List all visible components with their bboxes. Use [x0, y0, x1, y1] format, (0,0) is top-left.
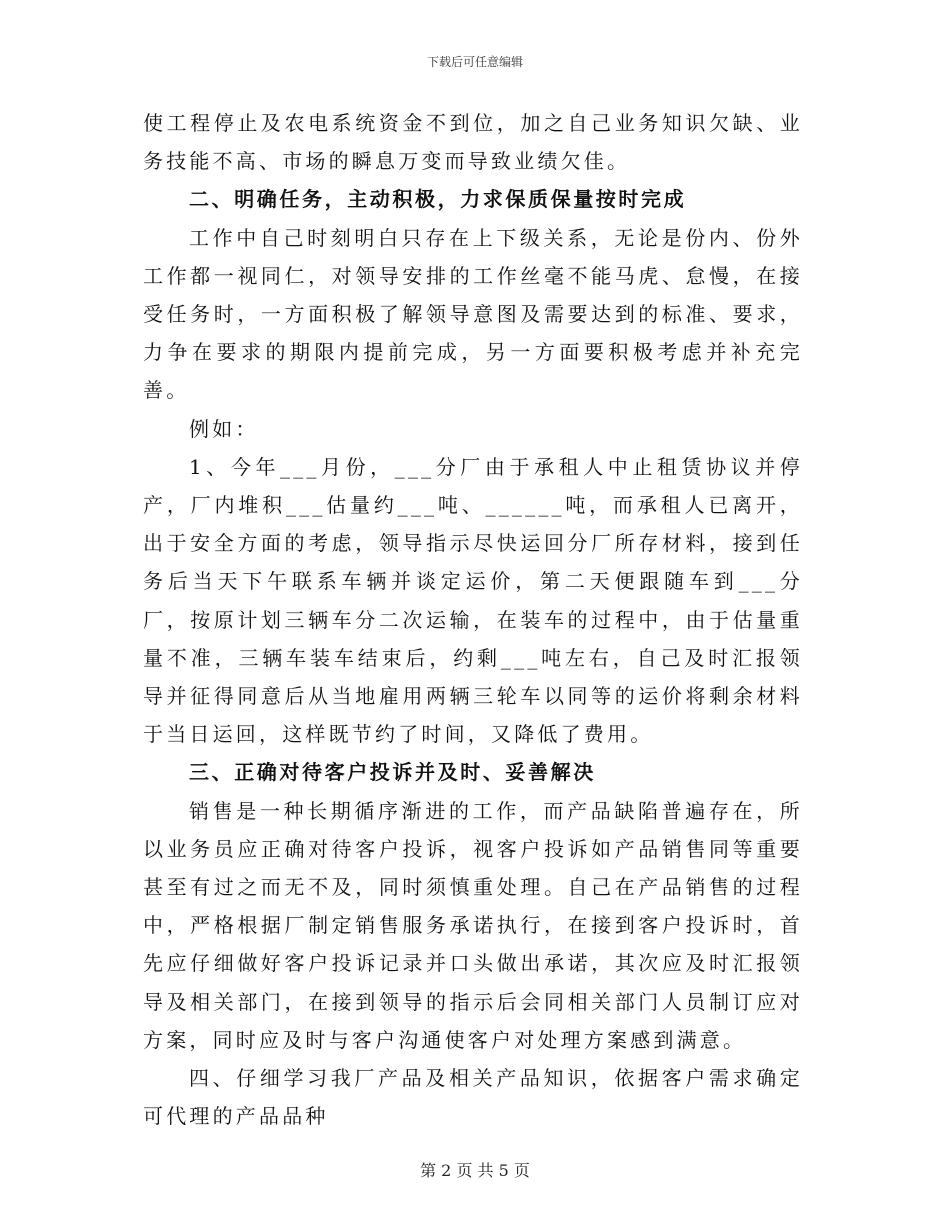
- page-number-footer: 第 2 页 共 5 页: [420, 1161, 530, 1180]
- document-body: [143, 104, 803, 1135]
- paragraph-task-attitude: 工作中自己时刻明白只存在上下级关系，无论是份内、份外工作都一视同仁，对领导安排的工作丝毫不能马虎、怠慢，在接受任务时，一方面积极了解领导意图及需要达到的标准、要求，力争在要求的期限内提前完成，另一方面要积极考虑并补充完善。: [143, 225, 803, 403]
- paragraph-customer-complaints: 销售是一种长期循序渐进的工作，而产品缺陷普遍存在，所以业务员应正确对待客户投诉，视客户投诉如产品销售同等重要甚至有过之而无不及，同时须慎重处理。自己在产品销售的过程中，严格根据厂制定销售服务承诺执行，在接到客户投诉时，首先应仔细做好客户投诉记录并口头做出承诺，其次应及时汇报领导及相关部门，在接到领导的指示后会同相关部门人员制订应对方案，同时应及时与客户沟通使客户对处理方案感到满意。: [143, 798, 803, 1052]
- section-heading-3: 三、正确对待客户投诉并及时、妥善解决: [189, 760, 596, 785]
- section-heading-2: 二、明确任务，主动积极，力求保质保量按时完成: [189, 187, 687, 212]
- paragraph-continuation: 使工程停止及农电系统资金不到位，加之自己业务知识欠缺、业务技能不高、市场的瞬息万变而导致业绩欠佳。: [143, 111, 803, 174]
- paragraph-example-1: 1、今年___月份，___分厂由于承租人中止租赁协议并停产，厂内堆积___估量约___吨、______吨，而承租人已离开，出于安全方面的考虑，领导指示尽快运回分厂所存材料，接到任务后当天下午联系车辆并谈定运价，第二天便跟随车到___分厂，按原计划三辆车分二次运输，在装车的过程中，由于估量重量不准，三辆车装车结束后，约剩___吨左右，自己及时汇报领导并征得同意后从当地雇用两辆三轮车以同等的运价将剩余材料于当日运回，这样既节约了时间，又降低了费用。: [143, 454, 803, 747]
- paragraph-example-intro: 例如：: [189, 416, 259, 441]
- section-heading-4: 四、仔细学习我厂产品及相关产品知识，依据客户需求确定可代理的产品品种: [143, 1066, 803, 1129]
- page-header-note: 下载后可任意编辑: [426, 55, 523, 69]
